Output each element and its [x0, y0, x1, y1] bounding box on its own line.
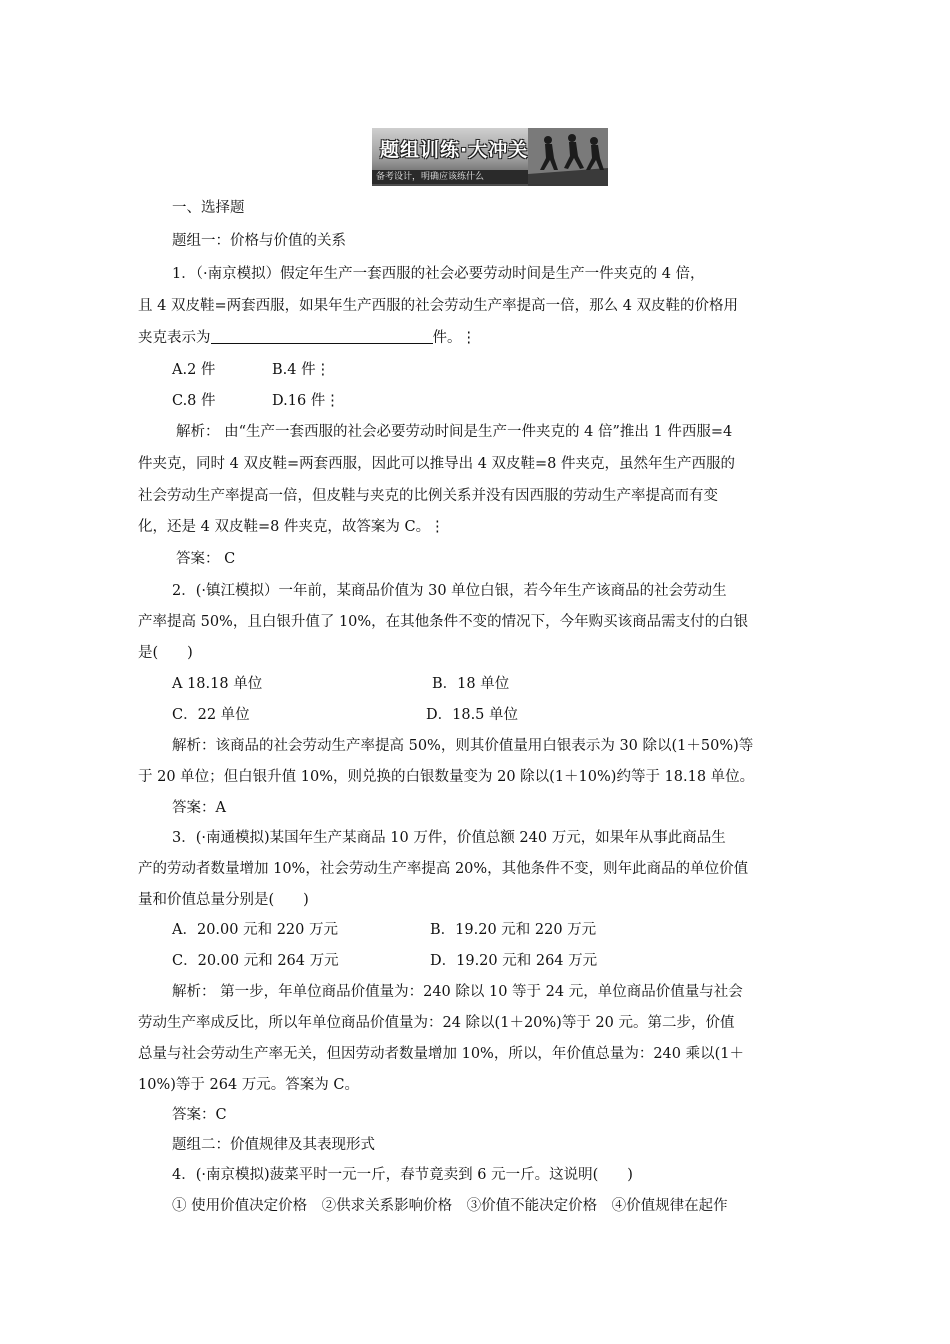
q3-explain-4: 10%)等于 264 万元。答案为 C。 — [138, 1077, 359, 1093]
q2-option-a: A 18.18 单位 — [172, 676, 263, 692]
q1-option-b: B.4 件⋮ — [272, 362, 331, 378]
q3-line-3: 量和价值总量分别是( ) — [138, 892, 309, 908]
q3-option-a: A．20.00 元和 220 万元 — [172, 922, 338, 938]
q3-option-b: B．19.20 元和 220 万元 — [430, 922, 597, 938]
group-heading-2: 题组二：价值规律及其表现形式 — [172, 1137, 375, 1153]
q1-explain-3: 社会劳动生产率提高一倍，但皮鞋与夹克的比例关系并没有因西服的劳动生产率提高而有变 — [138, 488, 718, 504]
runners-icon — [528, 128, 608, 186]
q1-option-c: C.8 件 — [172, 393, 216, 409]
q1-answer: 答案： C — [176, 551, 236, 567]
q4-line-1: 4．(·南京模拟)菠菜平时一元一斤，春节竟卖到 6 元一斤。这说明( ) — [172, 1167, 633, 1183]
q2-explain-2: 于 20 单位；但白银升值 10%，则兑换的白银数量变为 20 除以(1＋10%)约等于 18.18 单位。 — [138, 769, 755, 785]
q1-explain-2: 件夹克，同时 4 双皮鞋=两套西服，因此可以推导出 4 双皮鞋=8 件夹克，虽然年生产西服的 — [138, 456, 736, 472]
group-heading-1: 题组一：价格与价值的关系 — [172, 233, 346, 249]
q3-explain-3: 总量与社会劳动生产率无关，但因劳动者数量增加 10%，所以，年价值总量为：240 乘以(1＋ — [138, 1046, 745, 1062]
q3-explain-2: 劳动生产率成反比，所以年单位商品价值量为：24 除以(1＋20%)等于 20 元。第二步，价值 — [138, 1015, 735, 1031]
q4-line-2: ① 使用价值决定价格 ②供求关系影响价格 ③价值不能决定价格 ④价值规律在起作 — [172, 1198, 728, 1214]
answer-blank — [211, 329, 433, 344]
q2-option-d: D．18.5 单位 — [426, 707, 519, 723]
q2-option-c: C．22 单位 — [172, 707, 250, 723]
q2-option-b: B．18 单位 — [432, 676, 510, 692]
q1-option-a: A.2 件 — [172, 362, 216, 378]
q3-option-d: D．19.20 元和 264 万元 — [430, 953, 598, 969]
q2-explain-1: 解析：该商品的社会劳动生产率提高 50%，则其价值量用白银表示为 30 除以(1＋50%)等 — [172, 738, 754, 754]
q3-answer: 答案：C — [172, 1107, 227, 1123]
banner-title: 题组训练·大冲关 — [380, 139, 529, 161]
q1-line-1: 1．（·南京模拟）假定年生产一套西服的社会必要劳动时间是生产一件夹克的 4 倍， — [172, 266, 705, 282]
section-banner — [372, 128, 608, 186]
q1-explain-1: 解析： 由“生产一套西服的社会必要劳动时间是生产一件夹克的 4 倍”推出 1 件西服=4 — [176, 424, 733, 440]
section-heading: 一、选择题 — [172, 200, 245, 216]
q3-line-1: 3．(·南通模拟)某国年生产某商品 10 万件，价值总额 240 万元，如果年从事此商品生 — [172, 830, 726, 846]
q3-line-2: 产的劳动者数量增加 10%，社会劳动生产率提高 20%，其他条件不变，则年此商品的单位价值 — [138, 861, 749, 877]
q2-line-3: 是( ) — [138, 645, 193, 661]
q2-line-2: 产率提高 50%，且白银升值了 10%，在其他条件不变的情况下，今年购买该商品需支付的白银 — [138, 614, 749, 630]
q1-line-3: 夹克表示为 件。⋮ — [138, 330, 476, 346]
q1-explain-4: 化，还是 4 双皮鞋=8 件夹克，故答案为 C。⋮ — [138, 519, 445, 535]
q3-option-c: C．20.00 元和 264 万元 — [172, 953, 339, 969]
q1-line-2: 且 4 双皮鞋=两套西服，如果年生产西服的社会劳动生产率提高一倍，那么 4 双皮鞋的价格用 — [138, 298, 739, 314]
q1-option-d: D.16 件⋮ — [272, 393, 340, 409]
q3-explain-1: 解析： 第一步，年单位商品价值量为：240 除以 10 等于 24 元，单位商品价值量与社会 — [172, 984, 743, 1000]
banner-subtitle: 备考设计，明确应该练什么 — [372, 170, 546, 184]
q2-answer: 答案：A — [172, 800, 226, 816]
q2-line-1: 2．(·镇江模拟）一年前，某商品价值为 30 单位白银，若今年生产该商品的社会劳动生 — [172, 583, 727, 599]
